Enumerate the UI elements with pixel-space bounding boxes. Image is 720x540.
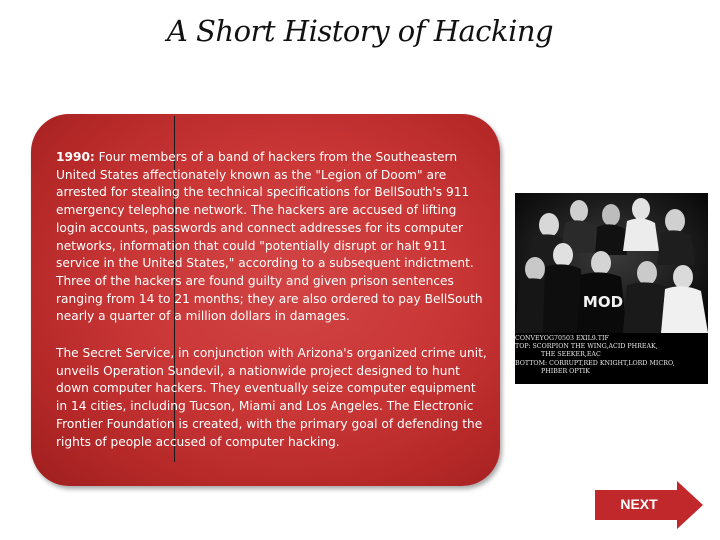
- caption-line: TOP: SCORPION THE WING,ACID PHREAK,: [515, 343, 658, 351]
- shirt-text: MOD: [582, 293, 624, 311]
- paragraph-1990: [56, 149, 488, 326]
- year-label: 1990:: [56, 150, 95, 164]
- group-photo: [515, 193, 708, 384]
- caption-line: THE SEEKER,EAC: [541, 351, 601, 359]
- paragraph-1990-text: Four members of a band of hackers from the Southeastern United States affectionately known as the "Legion of Doom" are arrested for stealing the technical specifications for BellSouth's 911 emergency telephone network. The hackers are accused of lifting login accounts, passwords and connect addresses for its computer networks, information that could "potentially disrupt or halt 911 service in the United States," according to a subsequent indictment. Three of the hackers are found guilty and given prison sentences ranging from 14 to 21 months; they are also ordered to pay BellSouth nearly a quarter of a million dollars in damages.: [56, 150, 483, 324]
- next-label: NEXT: [620, 496, 658, 512]
- caption-line: CONVEYOG70503 EXIL9.TIF: [515, 335, 609, 342]
- paragraph-secret-service: The Secret Service, in conjunction with Arizona's organized crime unit, unveils Operation Sundevil, a nationwide project designed to hunt down computer hackers. They eventually seize computer equipment in 14 cities, including Tucson, Miami and Los Angeles. The Electronic Frontier Foundation is created, with the primary goal of defending the rights of people accused of computer hacking.: [56, 346, 487, 449]
- caption-line: PHIBER OPTIK: [541, 367, 590, 375]
- photo-caption: [515, 333, 708, 384]
- group-photo-image: [515, 193, 708, 333]
- caption-line: BOTTOM: CORRUPT,RED KNIGHT,LORD MICRO,: [515, 359, 675, 367]
- next-button[interactable]: [595, 481, 704, 529]
- slide-title: A Short History of Hacking: [166, 14, 554, 48]
- group-photo-graphic: [515, 193, 708, 333]
